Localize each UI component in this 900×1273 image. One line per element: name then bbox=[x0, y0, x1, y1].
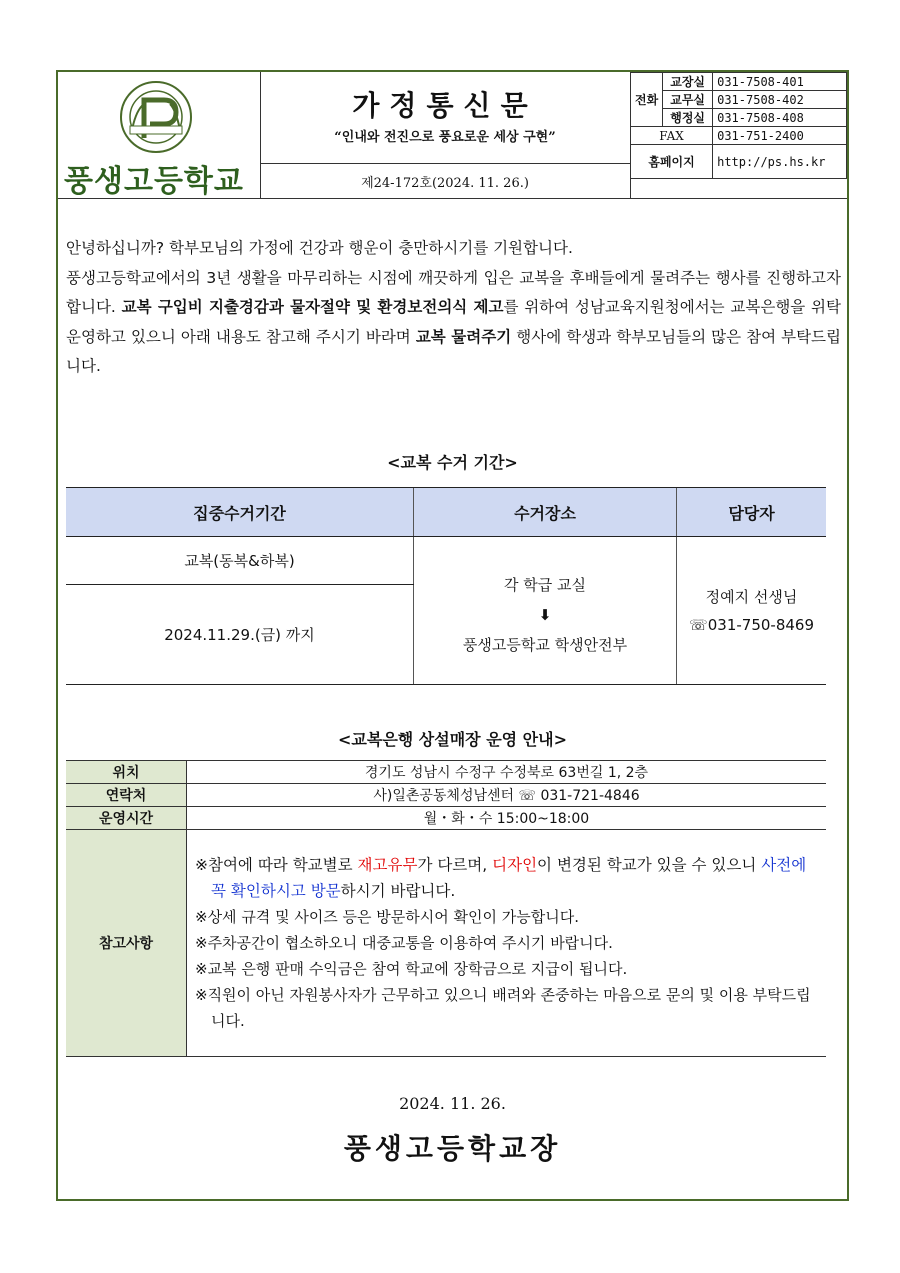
note-3: ※주차공간이 협소하오니 대중교통을 이용하여 주시기 바랍니다. bbox=[195, 934, 613, 952]
issue-cell bbox=[260, 163, 631, 198]
intro-emphasis-2: 교복 물려주기 bbox=[415, 327, 512, 346]
store-table bbox=[66, 760, 826, 1057]
school-emblem-icon bbox=[114, 80, 198, 154]
place-from: 각 학급 교실 bbox=[504, 576, 586, 594]
note-5: ※직원이 아닌 자원봉사자가 근무하고 있으니 배려와 존중하는 마음으로 문의 및 이용 부탁드립니다. bbox=[195, 986, 811, 1030]
hours-label: 운영시간 bbox=[66, 807, 187, 830]
letterhead bbox=[58, 72, 847, 199]
intro-text-a: 풍생고등학교에서의 3년 생활을 마무리하는 시점에 깨끗하게 입은 교복을 후배들에게 물려주는 행사를 진행하고자 합니다. bbox=[66, 268, 841, 316]
contact-number: 031-7508-401 bbox=[713, 73, 847, 91]
principal-signature: 풍생고등학교장 bbox=[343, 1132, 562, 1165]
contact-number: 031-7508-408 bbox=[713, 109, 847, 127]
issue-number: 제24-172호(2024. 11. 26.) bbox=[361, 176, 529, 191]
hours-value: 월・화・수 15:00~18:00 bbox=[187, 807, 827, 830]
note-text: 하시기 바랍니다. bbox=[340, 882, 456, 900]
contact-label: 교무실 bbox=[663, 91, 713, 109]
manager-phone: ☏031-750-8469 bbox=[688, 615, 815, 634]
school-motto: “인내와 전진으로 풍요로운 세상 구현” bbox=[334, 130, 556, 145]
arrow-down-icon: ⬇ bbox=[538, 606, 552, 624]
intro-text-e: 행사에 학생과 학부모님들의 많은 참여 부탁드립니다. bbox=[66, 327, 841, 375]
collection-place bbox=[414, 537, 677, 685]
note-1 bbox=[195, 852, 818, 904]
issue-date: 2024. 11. 26. bbox=[399, 1094, 506, 1113]
phone-label: 전화 bbox=[631, 73, 663, 127]
col-header: 담당자 bbox=[677, 488, 827, 537]
notice-frame bbox=[56, 70, 849, 1201]
notes-label: 참고사항 bbox=[66, 830, 187, 1057]
contact-table bbox=[630, 72, 847, 198]
contact-label: 행정실 bbox=[663, 109, 713, 127]
place-to: 풍생고등학교 학생안전부 bbox=[462, 636, 628, 654]
collection-title: <교복 수거 기간> bbox=[387, 453, 518, 472]
collection-deadline: 2024.11.29.(금) 까지 bbox=[66, 585, 414, 685]
note-text: 이 변경된 학교가 있을 수 있으니 bbox=[537, 856, 762, 874]
intro-paragraph bbox=[66, 264, 841, 382]
title-cell bbox=[260, 72, 631, 164]
fax-number: 031-751-2400 bbox=[713, 127, 847, 145]
intro-text bbox=[66, 234, 841, 382]
greeting: 안녕하십니까? 학부모님의 가정에 건강과 행운이 충만하시기를 기원합니다. bbox=[66, 239, 573, 257]
page-title: 가정통신문 bbox=[352, 89, 538, 122]
note-highlight-red: 재고유무 bbox=[357, 856, 418, 874]
note-2: ※상세 규격 및 사이즈 등은 방문하시어 확인이 가능합니다. bbox=[195, 908, 579, 926]
homepage-link[interactable]: http://ps.hs.kr bbox=[713, 145, 847, 179]
note-highlight-red: 디자인 bbox=[492, 856, 538, 874]
collection-manager bbox=[677, 537, 827, 685]
note-text: 가 다르며, bbox=[417, 856, 493, 874]
contact-number: 031-7508-402 bbox=[713, 91, 847, 109]
location-value: 경기도 성남시 수정구 수정북로 63번길 1, 2층 bbox=[187, 761, 827, 784]
note-highlight-blue: 사전에 꼭 확인하시고 방문 bbox=[211, 856, 807, 900]
note-text: ※참여에 따라 학교별로 bbox=[195, 856, 358, 874]
col-header: 수거장소 bbox=[414, 488, 677, 537]
note-4: ※교복 은행 판매 수익금은 참여 학교에 장학금으로 지급이 됩니다. bbox=[195, 960, 628, 978]
location-label: 위치 bbox=[66, 761, 187, 784]
col-header: 집중수거기간 bbox=[66, 488, 414, 537]
manager-name: 정예지 선생님 bbox=[705, 587, 798, 606]
store-title: <교복은행 상설매장 운영 안내> bbox=[338, 730, 567, 749]
intro-emphasis-1: 교복 구입비 지출경감과 물자절약 및 환경보전의식 제고 bbox=[121, 298, 504, 316]
contact-label: 교장실 bbox=[663, 73, 713, 91]
logo-cell bbox=[58, 72, 261, 198]
homepage-label: 홈페이지 bbox=[631, 145, 713, 179]
school-name: 풍생고등학교 bbox=[64, 164, 244, 199]
notes-list bbox=[187, 830, 827, 1057]
contact-value: 사)일촌공동체성남센터 ☏ 031-721-4846 bbox=[187, 784, 827, 807]
fax-label: FAX bbox=[631, 127, 713, 145]
collection-table bbox=[66, 487, 826, 685]
contact-label: 연락처 bbox=[66, 784, 187, 807]
collection-item: 교복(동복&하복) bbox=[66, 537, 414, 585]
intro-text-c: 를 위하여 성남교육지원청에서는 교복은행을 위탁 운영하고 있으니 아래 내용도 참고해 주시기 바라며 bbox=[66, 298, 841, 346]
